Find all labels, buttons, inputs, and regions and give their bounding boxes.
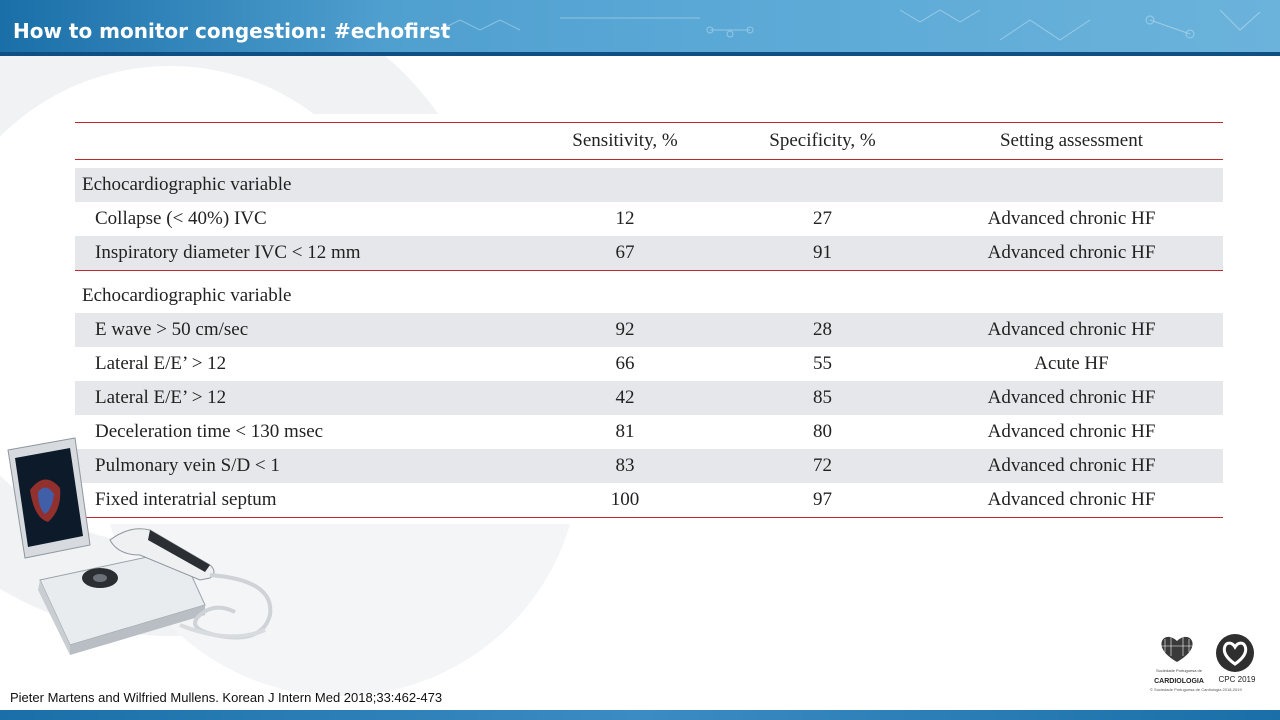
page-title: How to monitor congestion: #echofirst <box>13 19 451 43</box>
section-heading: Echocardiographic variable <box>75 168 525 202</box>
setting-cell: Advanced chronic HF <box>920 449 1223 483</box>
setting-cell: Advanced chronic HF <box>920 313 1223 347</box>
column-header-sensitivity: Sensitivity, % <box>525 123 725 160</box>
citation: Pieter Martens and Wilfried Mullens. Korean J Intern Med 2018;33:462-473 <box>10 690 443 705</box>
table-row <box>75 313 1223 347</box>
column-header-variable <box>75 123 525 160</box>
column-header-specificity: Specificity, % <box>725 123 920 160</box>
cpc-badge <box>1216 634 1254 672</box>
sensitivity-cell: 66 <box>525 347 725 381</box>
table-row <box>75 347 1223 381</box>
cpc-label: CPC 2019 <box>1218 675 1256 684</box>
specificity-cell: 55 <box>725 347 920 381</box>
table-row <box>75 381 1223 415</box>
table-header-row <box>75 123 1223 160</box>
variable-cell: Inspiratory diameter IVC < 12 mm <box>75 236 525 271</box>
specificity-cell: 28 <box>725 313 920 347</box>
ultrasound-device-icon <box>0 430 290 670</box>
heart-mosaic-icon <box>1159 634 1195 664</box>
title-banner <box>0 0 1280 56</box>
variable-cell: Lateral E/E’ > 12 <box>75 381 525 415</box>
specificity-cell: 72 <box>725 449 920 483</box>
specificity-cell: 91 <box>725 236 920 271</box>
column-header-setting: Setting assessment <box>920 123 1223 160</box>
setting-cell: Acute HF <box>920 347 1223 381</box>
specificity-cell: 97 <box>725 483 920 518</box>
sensitivity-cell: 42 <box>525 381 725 415</box>
section-heading: Echocardiographic variable <box>75 279 525 313</box>
spc-name: CARDIOLOGIA <box>1154 678 1204 685</box>
table-row <box>75 202 1223 236</box>
variable-cell: Collapse (< 40%) IVC <box>75 202 525 236</box>
section-heading-row <box>75 279 1223 313</box>
variable-cell: Deceleration time < 130 msec <box>75 415 525 449</box>
setting-cell: Advanced chronic HF <box>920 381 1223 415</box>
variable-cell: Lateral E/E’ > 12 <box>75 347 525 381</box>
specificity-cell: 80 <box>725 415 920 449</box>
footer-bar <box>0 710 1280 720</box>
heart-outline-icon <box>1216 634 1254 672</box>
cpc-logo <box>1214 632 1260 688</box>
specificity-cell: 27 <box>725 202 920 236</box>
variable-cell: Pulmonary vein S/D < 1 <box>75 449 525 483</box>
sensitivity-cell: 67 <box>525 236 725 271</box>
spc-copyright: © Sociedade Portuguesa de Cardiologia 2018-2019 <box>1150 687 1242 692</box>
sensitivity-cell: 92 <box>525 313 725 347</box>
spacer-row <box>75 271 1223 280</box>
sensitivity-cell: 100 <box>525 483 725 518</box>
variable-cell: Fixed interatrial septum <box>75 483 525 518</box>
sensitivity-cell: 81 <box>525 415 725 449</box>
table-row <box>75 236 1223 271</box>
setting-cell: Advanced chronic HF <box>920 202 1223 236</box>
setting-cell: Advanced chronic HF <box>920 415 1223 449</box>
sensitivity-cell: 83 <box>525 449 725 483</box>
spacer-row <box>75 160 1223 169</box>
sensitivity-cell: 12 <box>525 202 725 236</box>
section-heading-row <box>75 168 1223 202</box>
setting-cell: Advanced chronic HF <box>920 236 1223 271</box>
spc-subtitle: Sociedade Portuguesa de <box>1155 668 1203 673</box>
variable-cell: E wave > 50 cm/sec <box>75 313 525 347</box>
specificity-cell: 85 <box>725 381 920 415</box>
setting-cell: Advanced chronic HF <box>920 483 1223 518</box>
